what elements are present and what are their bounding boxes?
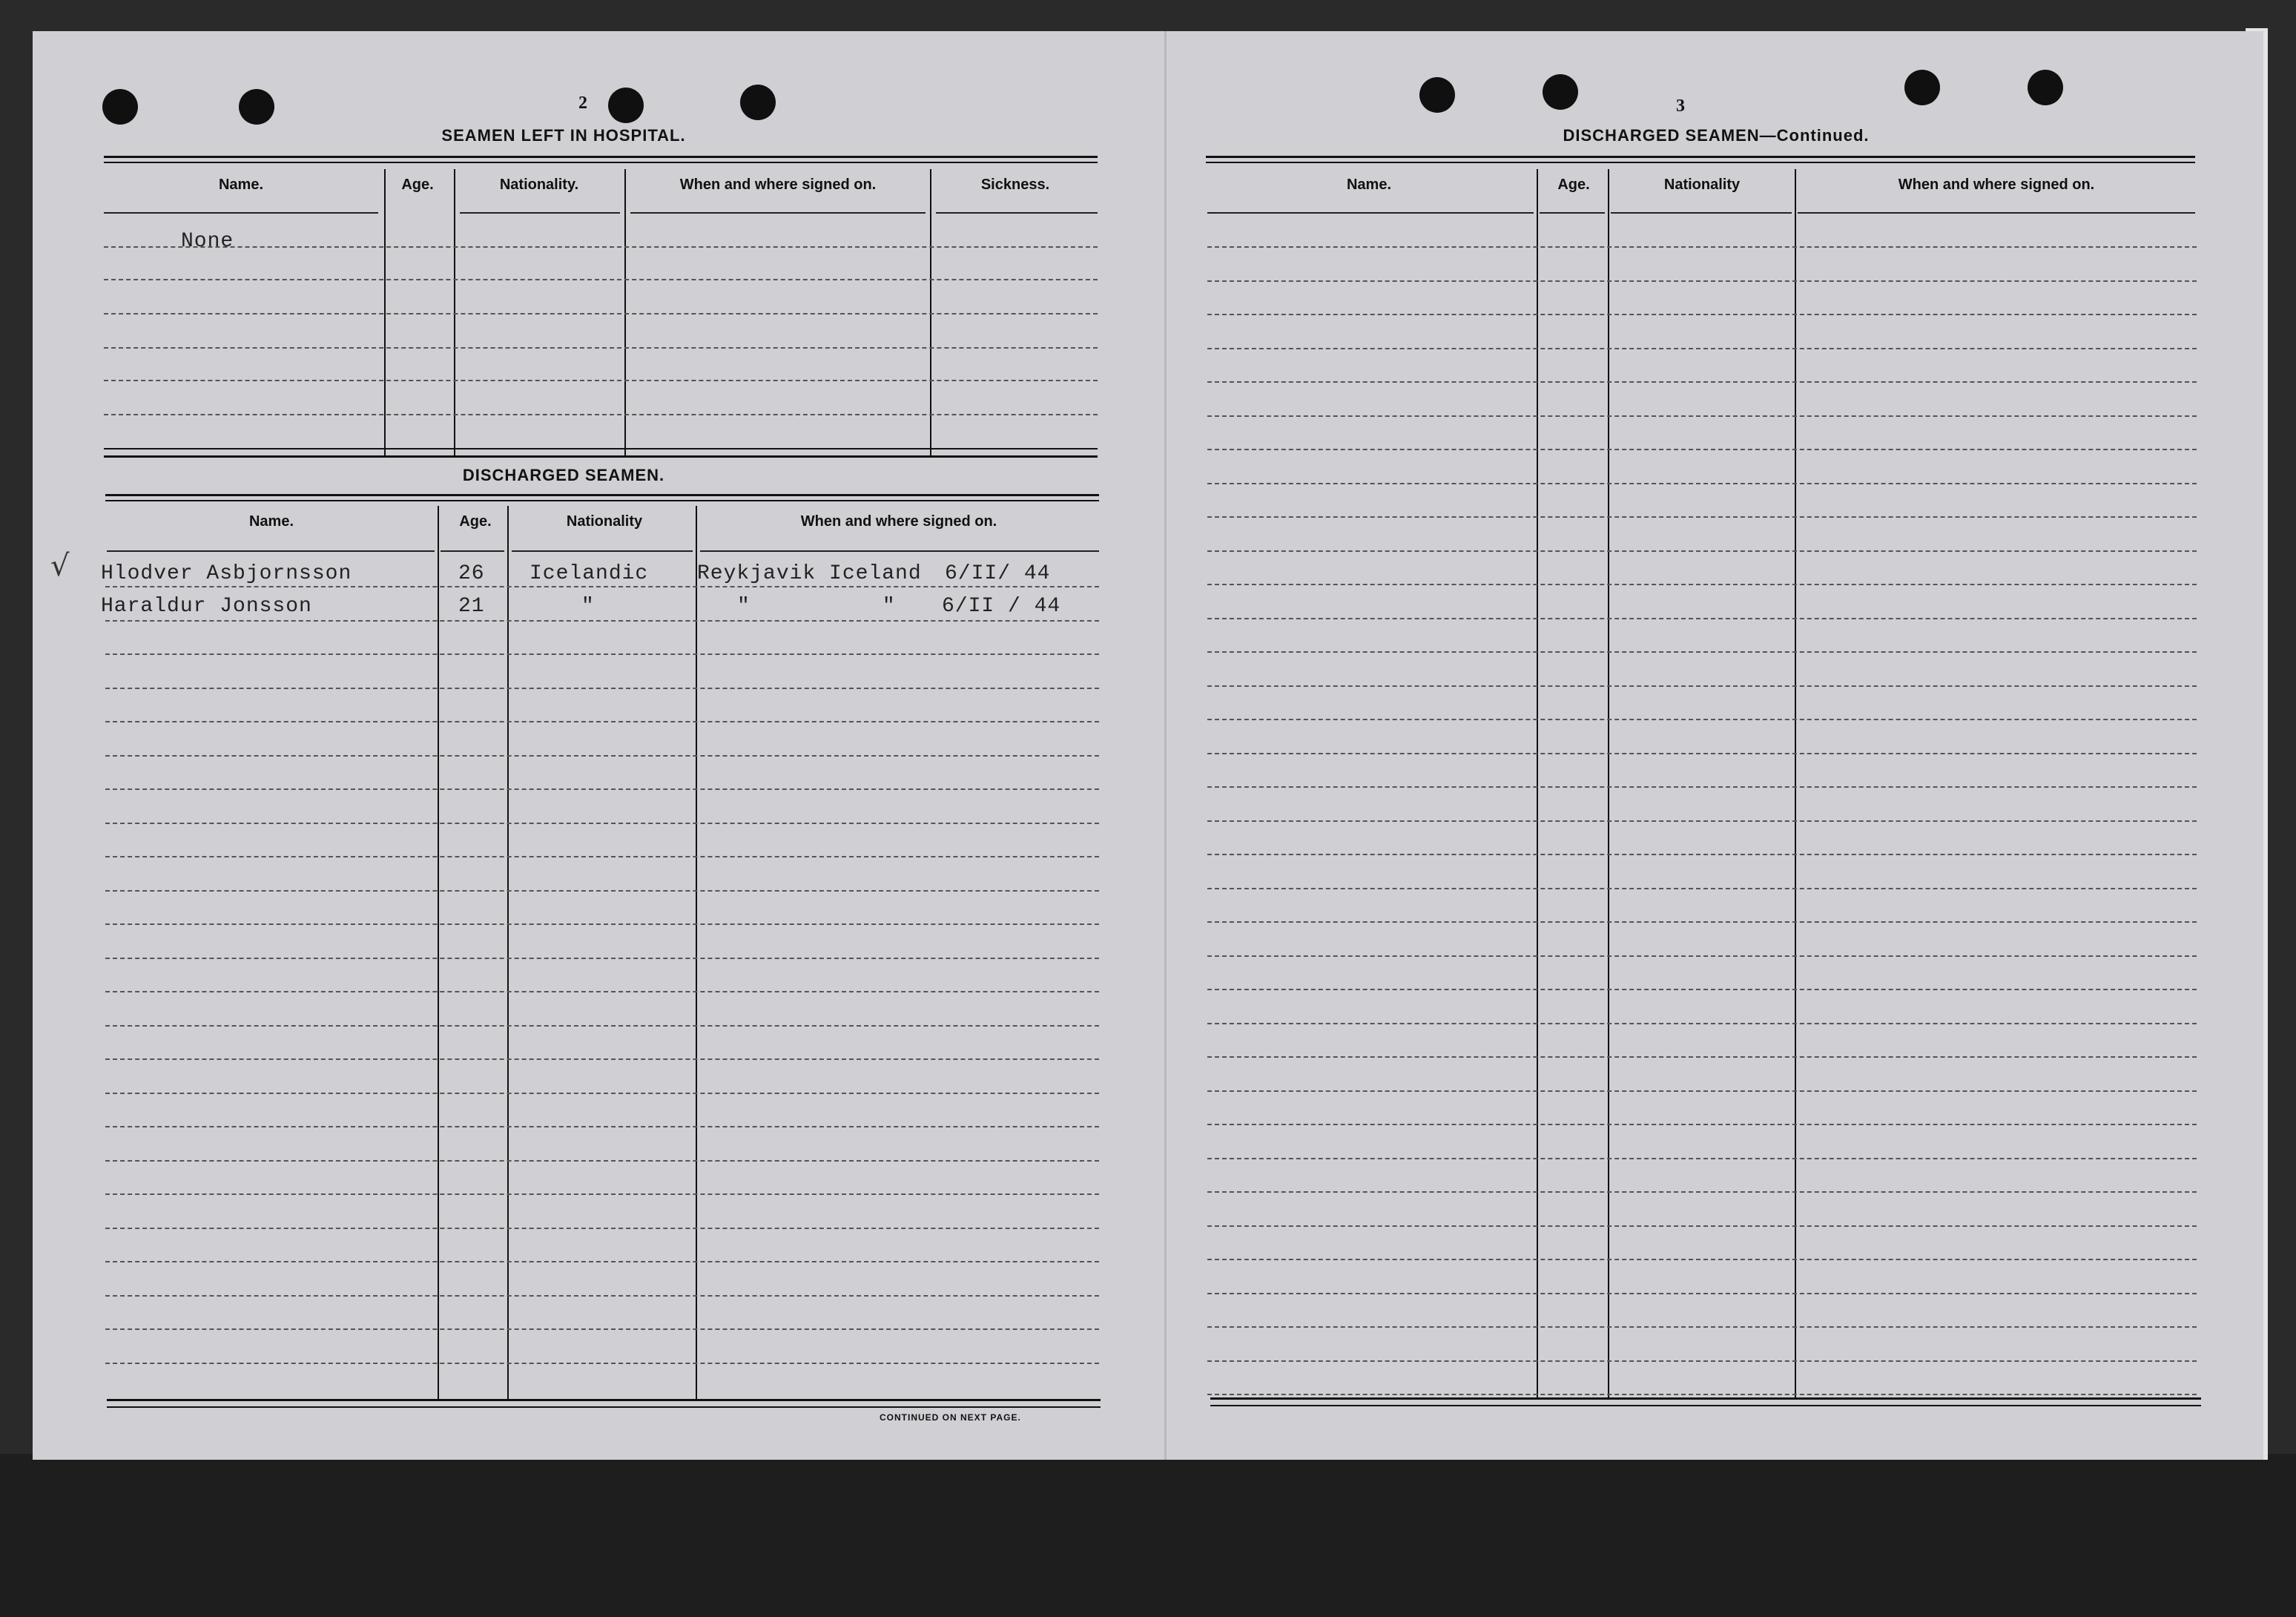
row-line [1207,1124,2197,1125]
row-line [105,688,1099,689]
punch-hole [1904,70,1940,105]
row-line [105,991,1099,992]
row-line [1207,685,2197,687]
continued-note: CONTINUED ON NEXT PAGE. [880,1412,1021,1423]
row-line [1207,1191,2197,1193]
row-line [1207,348,2197,349]
seaman-nationality: " [581,595,595,618]
column-divider [438,506,439,1399]
row-line [105,958,1099,959]
row-line [1207,1158,2197,1159]
row-line [1207,280,2197,282]
row-line [1207,550,2197,552]
row-line [1207,854,2197,855]
seaman-name: Haraldur Jonsson [101,595,312,618]
row-line [104,347,1098,349]
header-underline [441,550,504,552]
discharged-continued-title: DISCHARGED SEAMEN—Continued. [1563,126,1870,145]
row-line [1207,753,2197,754]
row-line [1207,888,2197,889]
rule [105,500,1099,501]
rule [107,1399,1101,1401]
punch-hole [1419,77,1455,113]
row-line [1207,246,2197,248]
page-number-left: 2 [578,93,587,113]
hospital-entry: None [181,230,234,253]
header-underline [1798,212,2195,214]
column-divider [1795,169,1796,1397]
row-line [105,788,1099,790]
header-underline [700,550,1099,552]
col-header-signed-on: When and where signed on. [679,177,877,193]
row-line [105,1193,1099,1195]
row-line [1207,314,2197,315]
row-line [1207,381,2197,383]
column-divider [696,506,697,1399]
row-line [1207,415,2197,417]
punch-hole [608,88,644,123]
header-underline [107,550,435,552]
row-line [104,246,1098,248]
row-line [105,1126,1099,1127]
row-line [105,1228,1099,1229]
col-header-age: Age. [1557,177,1590,193]
row-line [1207,921,2197,923]
column-divider [1537,169,1538,1397]
check-mark: √ [50,549,70,583]
row-line [1207,1090,2197,1092]
col-header-age: Age. [401,177,434,193]
header-underline [104,212,378,214]
col-header-sickness: Sickness. [980,177,1050,193]
discharged-section-title: DISCHARGED SEAMEN. [462,466,665,484]
seaman-signed-date: 6/II/ 44 [945,562,1051,585]
rule [1206,162,2195,163]
row-line [1207,1360,2197,1362]
col-header-signed-on: When and where signed on. [800,513,997,530]
row-line [104,313,1098,314]
row-line [1207,989,2197,990]
row-line [1207,618,2197,619]
rule [105,494,1099,496]
rule [107,1406,1101,1408]
seaman-age: 26 [458,562,485,585]
col-header-name: Name. [248,513,294,530]
rule [104,162,1098,163]
row-line [104,279,1098,280]
col-header-name: Name. [218,177,264,193]
row-line [1207,1293,2197,1294]
rule [1210,1397,2201,1400]
seaman-signed-place: Reykjavik Iceland [697,562,922,585]
page-number-right: 3 [1676,96,1685,116]
row-line [105,1363,1099,1364]
col-header-nationality: Nationality [566,513,643,530]
row-line [105,1093,1099,1094]
row-line [1207,483,2197,484]
row-line [1207,1259,2197,1260]
row-line [1207,449,2197,450]
row-line [1207,1326,2197,1328]
row-line [105,923,1099,925]
header-underline [936,212,1098,214]
rule [1206,156,2195,158]
row-line [105,721,1099,722]
col-header-nationality: Nationality [1663,177,1741,193]
col-header-age: Age. [459,513,492,530]
row-line [105,1058,1099,1060]
page-spine [1164,31,1167,1460]
hospital-section-title: SEAMEN LEFT IN HOSPITAL. [441,126,686,145]
row-line [1207,651,2197,653]
rule [1210,1405,2201,1406]
punch-hole [2028,70,2063,105]
row-line [1207,719,2197,720]
row-line [1207,1225,2197,1227]
document-spread [33,31,2263,1460]
row-line [105,890,1099,892]
row-line [105,1025,1099,1027]
seaman-age: 21 [458,595,485,618]
row-line [105,653,1099,655]
col-header-signed-on: When and where signed on. [1898,177,2095,193]
punch-hole [740,85,776,120]
row-line [1207,1056,2197,1058]
row-line [105,586,1099,587]
rule [104,156,1098,158]
rule [104,455,1098,458]
row-line [105,1160,1099,1162]
row-line [1207,1023,2197,1024]
seaman-signed-place: " " [737,595,896,618]
row-line [105,620,1099,622]
header-underline [1611,212,1792,214]
punch-hole [239,89,274,125]
header-underline [1540,212,1605,214]
row-line [1207,584,2197,585]
header-underline [460,212,620,214]
header-underline [1207,212,1534,214]
col-header-name: Name. [1346,177,1392,193]
seaman-name: Hlodver Asbjornsson [101,562,352,585]
row-line [1207,516,2197,518]
row-line [104,380,1098,381]
row-line [104,414,1098,415]
rule [104,448,1098,449]
punch-hole [102,89,138,125]
seaman-nationality: Icelandic [530,562,649,585]
col-header-nationality: Nationality. [499,177,579,193]
row-line [1207,1394,2197,1395]
row-line [1207,955,2197,957]
row-line [105,823,1099,824]
row-line [105,755,1099,757]
row-line [105,1295,1099,1297]
row-line [1207,820,2197,822]
row-line [1207,786,2197,788]
header-underline [630,212,926,214]
column-divider [1608,169,1609,1397]
punch-hole [1543,74,1578,110]
row-line [105,1261,1099,1262]
header-underline [512,550,693,552]
row-line [105,856,1099,857]
column-divider [507,506,509,1399]
row-line [105,1328,1099,1330]
seaman-signed-date: 6/II / 44 [942,595,1061,618]
background-bottom [0,1454,2296,1617]
